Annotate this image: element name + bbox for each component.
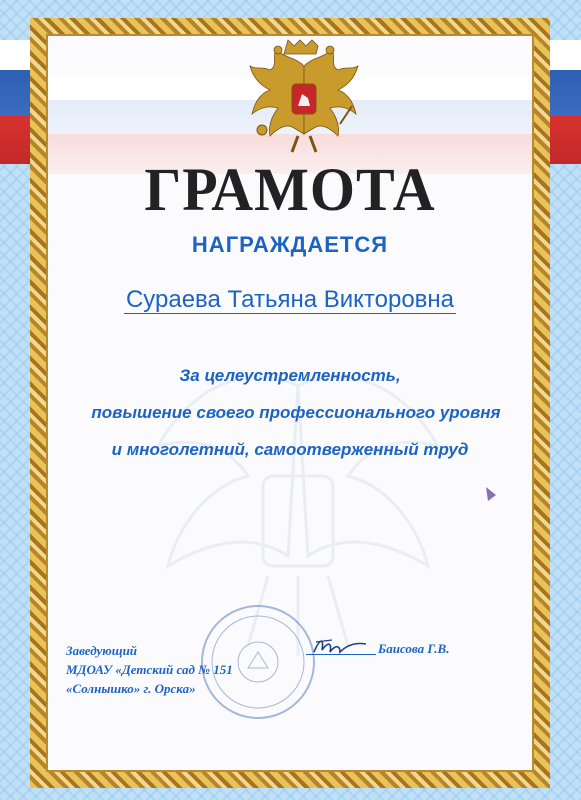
certificate-paper — [48, 36, 532, 770]
handwritten-signature — [310, 632, 374, 660]
certificate-title: ГРАМОТА — [144, 155, 436, 224]
signatory-position — [66, 641, 233, 698]
recipient-name-text: Сураева Татьяна Викторовна — [125, 286, 455, 313]
recipient-name — [48, 286, 532, 314]
reason-line-1: За целеустремленность, — [179, 366, 401, 385]
reason-line-3: и многолетний, самоотверженный труд — [111, 440, 469, 459]
signatory-name: Баисова Г.В. — [378, 641, 450, 656]
double-headed-eagle-icon — [248, 36, 360, 154]
signatory-position-line-3: «Солнышко» г. Орска» — [66, 681, 196, 696]
purple-ink-mark — [484, 485, 498, 503]
signatory-position-line-2: МДОАУ «Детский сад № 151 — [66, 662, 233, 677]
certificate-subtitle: НАГРАЖДАЕТСЯ — [191, 232, 389, 257]
reason-line-2: повышение своего профессионального уровня — [91, 403, 501, 422]
signatory-position-line-1: Заведующий — [66, 643, 138, 658]
